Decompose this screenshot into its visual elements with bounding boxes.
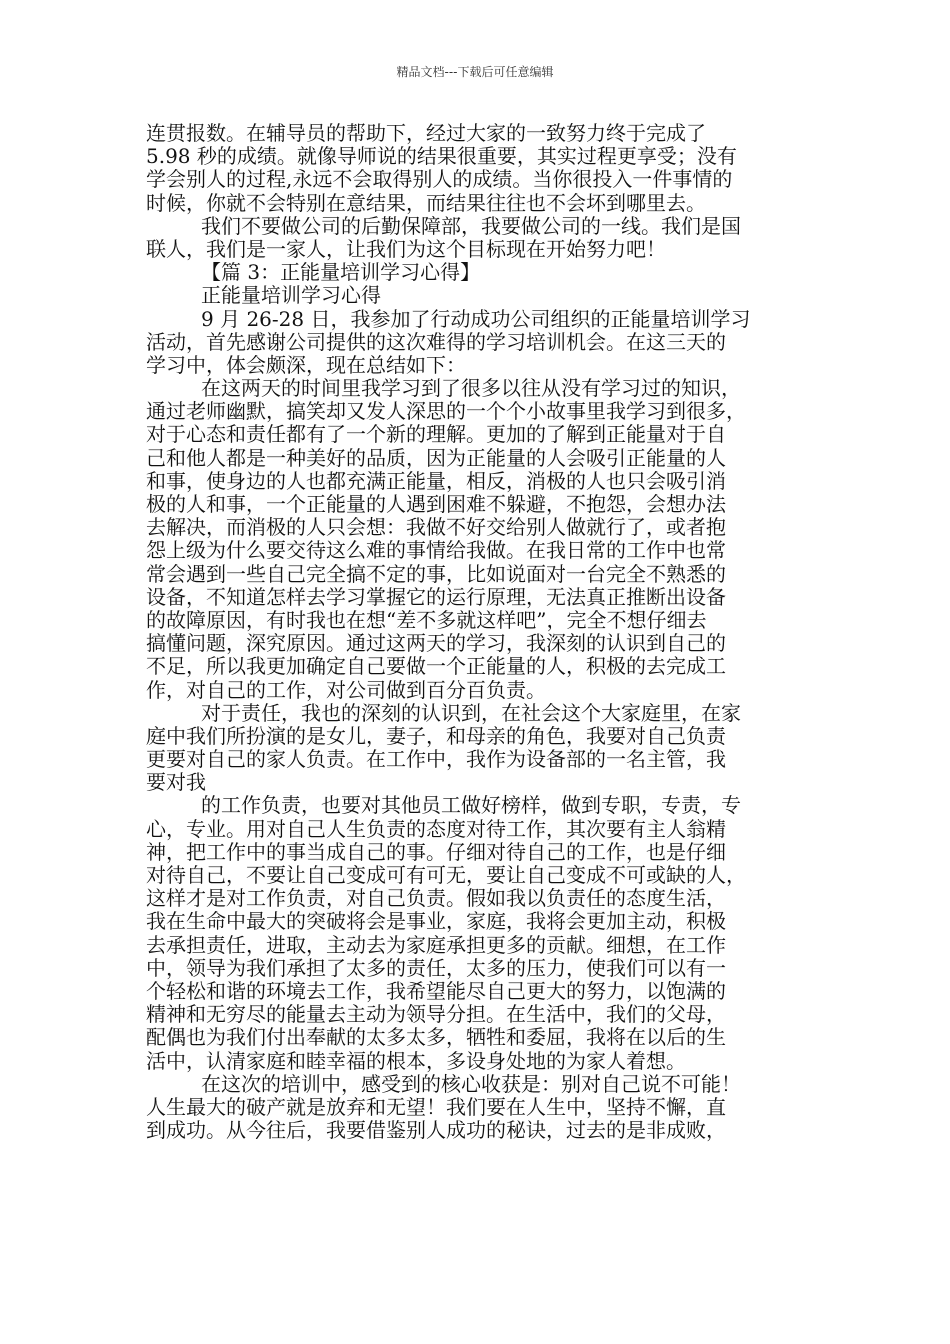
text-line: 不足，所以我更加确定自己要做一个正能量的人，积极的去完成工 xyxy=(146,654,726,679)
text-line: 在这次的培训中，感受到的核心收获是：别对自己说不可能！ xyxy=(201,1071,741,1096)
text-line: 通过老师幽默，搞笑却又发人深思的一个个小故事里我学习到很多， xyxy=(146,399,746,424)
text-line: 怨上级为什么要交待这么难的事情给我做。在我日常的工作中也常 xyxy=(146,538,726,563)
text-line: 极的人和事，一个正能量的人遇到困难不躲避，不抱怨，会想办法 xyxy=(146,492,726,516)
text-line: 对待自己，不要让自己变成可有可无，要让自己变成不可或缺的人， xyxy=(146,863,746,887)
text-line: 联人，我们是一家人，让我们为这个目标现在开始努力吧！ xyxy=(146,236,666,261)
text-line: 在这两天的时间里我学习到了很多以往从没有学习过的知识， xyxy=(201,376,741,401)
text-line: 精神和无穷尽的能量去主动为领导分担。在生活中，我们的父母， xyxy=(146,1002,726,1027)
text-line: 神，把工作中的事当成自己的事。仔细对待自己的工作，也是仔细 xyxy=(146,839,726,864)
text-line: 更要对自己的家人负责。在工作中，我作为设备部的一名主管，我 xyxy=(146,747,726,772)
page-header: 精品文档---下载后可任意编辑 xyxy=(396,65,554,79)
text-line: 对于心态和责任都有了一个新的理解。更加的了解到正能量对于自 xyxy=(146,422,726,447)
text-line: 人生最大的破产就是放弃和无望！我们要在人生中，坚持不懈，直 xyxy=(146,1094,726,1119)
text-line: 心，专业。用对自己人生负责的态度对待工作，其次要有主人翁精 xyxy=(146,816,726,841)
text-line: 学会别人的过程,永远不会取得别人的成绩。当你很投入一件事情的 xyxy=(146,167,733,192)
text-line: 要对我 xyxy=(146,770,206,795)
text-line: 5.98 秒的成绩。就像导师说的结果很重要，其实过程更享受；没有 xyxy=(146,144,737,169)
text-line: 己和他人都是一种美好的品质，因为正能量的人会吸引正能量的人 xyxy=(146,445,726,470)
text-line: 庭中我们所扮演的是女儿，妻子，和母亲的角色，我要对自己负责 xyxy=(146,723,726,748)
text-line: 的工作负责，也要对其他员工做好榜样，做到专职，专责，专 xyxy=(201,793,741,818)
text-line: 和事，使身边的人也都充满正能量，相反，消极的人也只会吸引消 xyxy=(146,468,726,493)
text-line: 我们不要做公司的后勤保障部，我要做公司的一线。我们是国 xyxy=(201,213,741,238)
text-line: 到成功。从今往后，我要借鉴别人成功的秘诀，过去的是非成败， xyxy=(146,1118,726,1143)
text-line: 【篇 3：正能量培训学习心得】 xyxy=(201,260,481,285)
text-line: 作，对自己的工作，对公司做到百分百负责。 xyxy=(146,677,546,702)
text-line: 9 月 26-28 日，我参加了行动成功公司组织的正能量培训学习 xyxy=(201,306,751,331)
text-line: 个轻松和谐的环境去工作，我希望能尽自己更大的努力，以饱满的 xyxy=(146,978,726,1003)
text-line: 正能量培训学习心得 xyxy=(201,283,381,308)
text-line: 我在生命中最大的突破将会是事业，家庭，我将会更加主动，积极 xyxy=(146,909,726,934)
text-line: 的故障原因，有时我也在想“差不多就这样吧”，完全不想仔细去 xyxy=(146,607,707,632)
document-body xyxy=(146,122,826,1142)
text-line: 活中，认清家庭和睦幸福的根本，多设身处地的为家人着想。 xyxy=(146,1048,686,1073)
text-line: 连贯报数。在辅导员的帮助下，经过大家的一致努力终于完成了 xyxy=(146,121,706,145)
text-line: 去解决，而消极的人只会想：我做不好交给别人做就行了，或者抱 xyxy=(146,515,726,540)
text-line: 配偶也为我们付出奉献的太多太多，牺牲和委屈，我将在以后的生 xyxy=(146,1025,726,1050)
text-line: 搞懂问题，深究原因。通过这两天的学习，我深刻的认识到自己的 xyxy=(146,631,726,656)
text-line: 对于责任，我也的深刻的认识到，在社会这个大家庭里，在家 xyxy=(201,700,741,725)
text-line: 中，领导为我们承担了太多的责任，太多的压力，使我们可以有一 xyxy=(146,955,726,980)
text-line: 时候，你就不会特别在意结果，而结果往往也不会坏到哪里去。 xyxy=(146,190,706,215)
text-line: 设备，不知道怎样去学习掌握它的运行原理，无法真正推断出设备 xyxy=(146,584,726,609)
text-line: 活动，首先感谢公司提供的这次难得的学习培训机会。在这三天的 xyxy=(146,329,726,354)
text-line: 学习中，体会颇深，现在总结如下： xyxy=(146,352,466,377)
text-line: 这样才是对工作负责，对自己负责。假如我以负责任的态度生活， xyxy=(146,886,726,911)
text-line: 去承担责任，进取，主动去为家庭承担更多的贡献。细想，在工作 xyxy=(146,932,726,957)
text-line: 常会遇到一些自己完全搞不定的事，比如说面对一台完全不熟悉的 xyxy=(146,561,726,586)
